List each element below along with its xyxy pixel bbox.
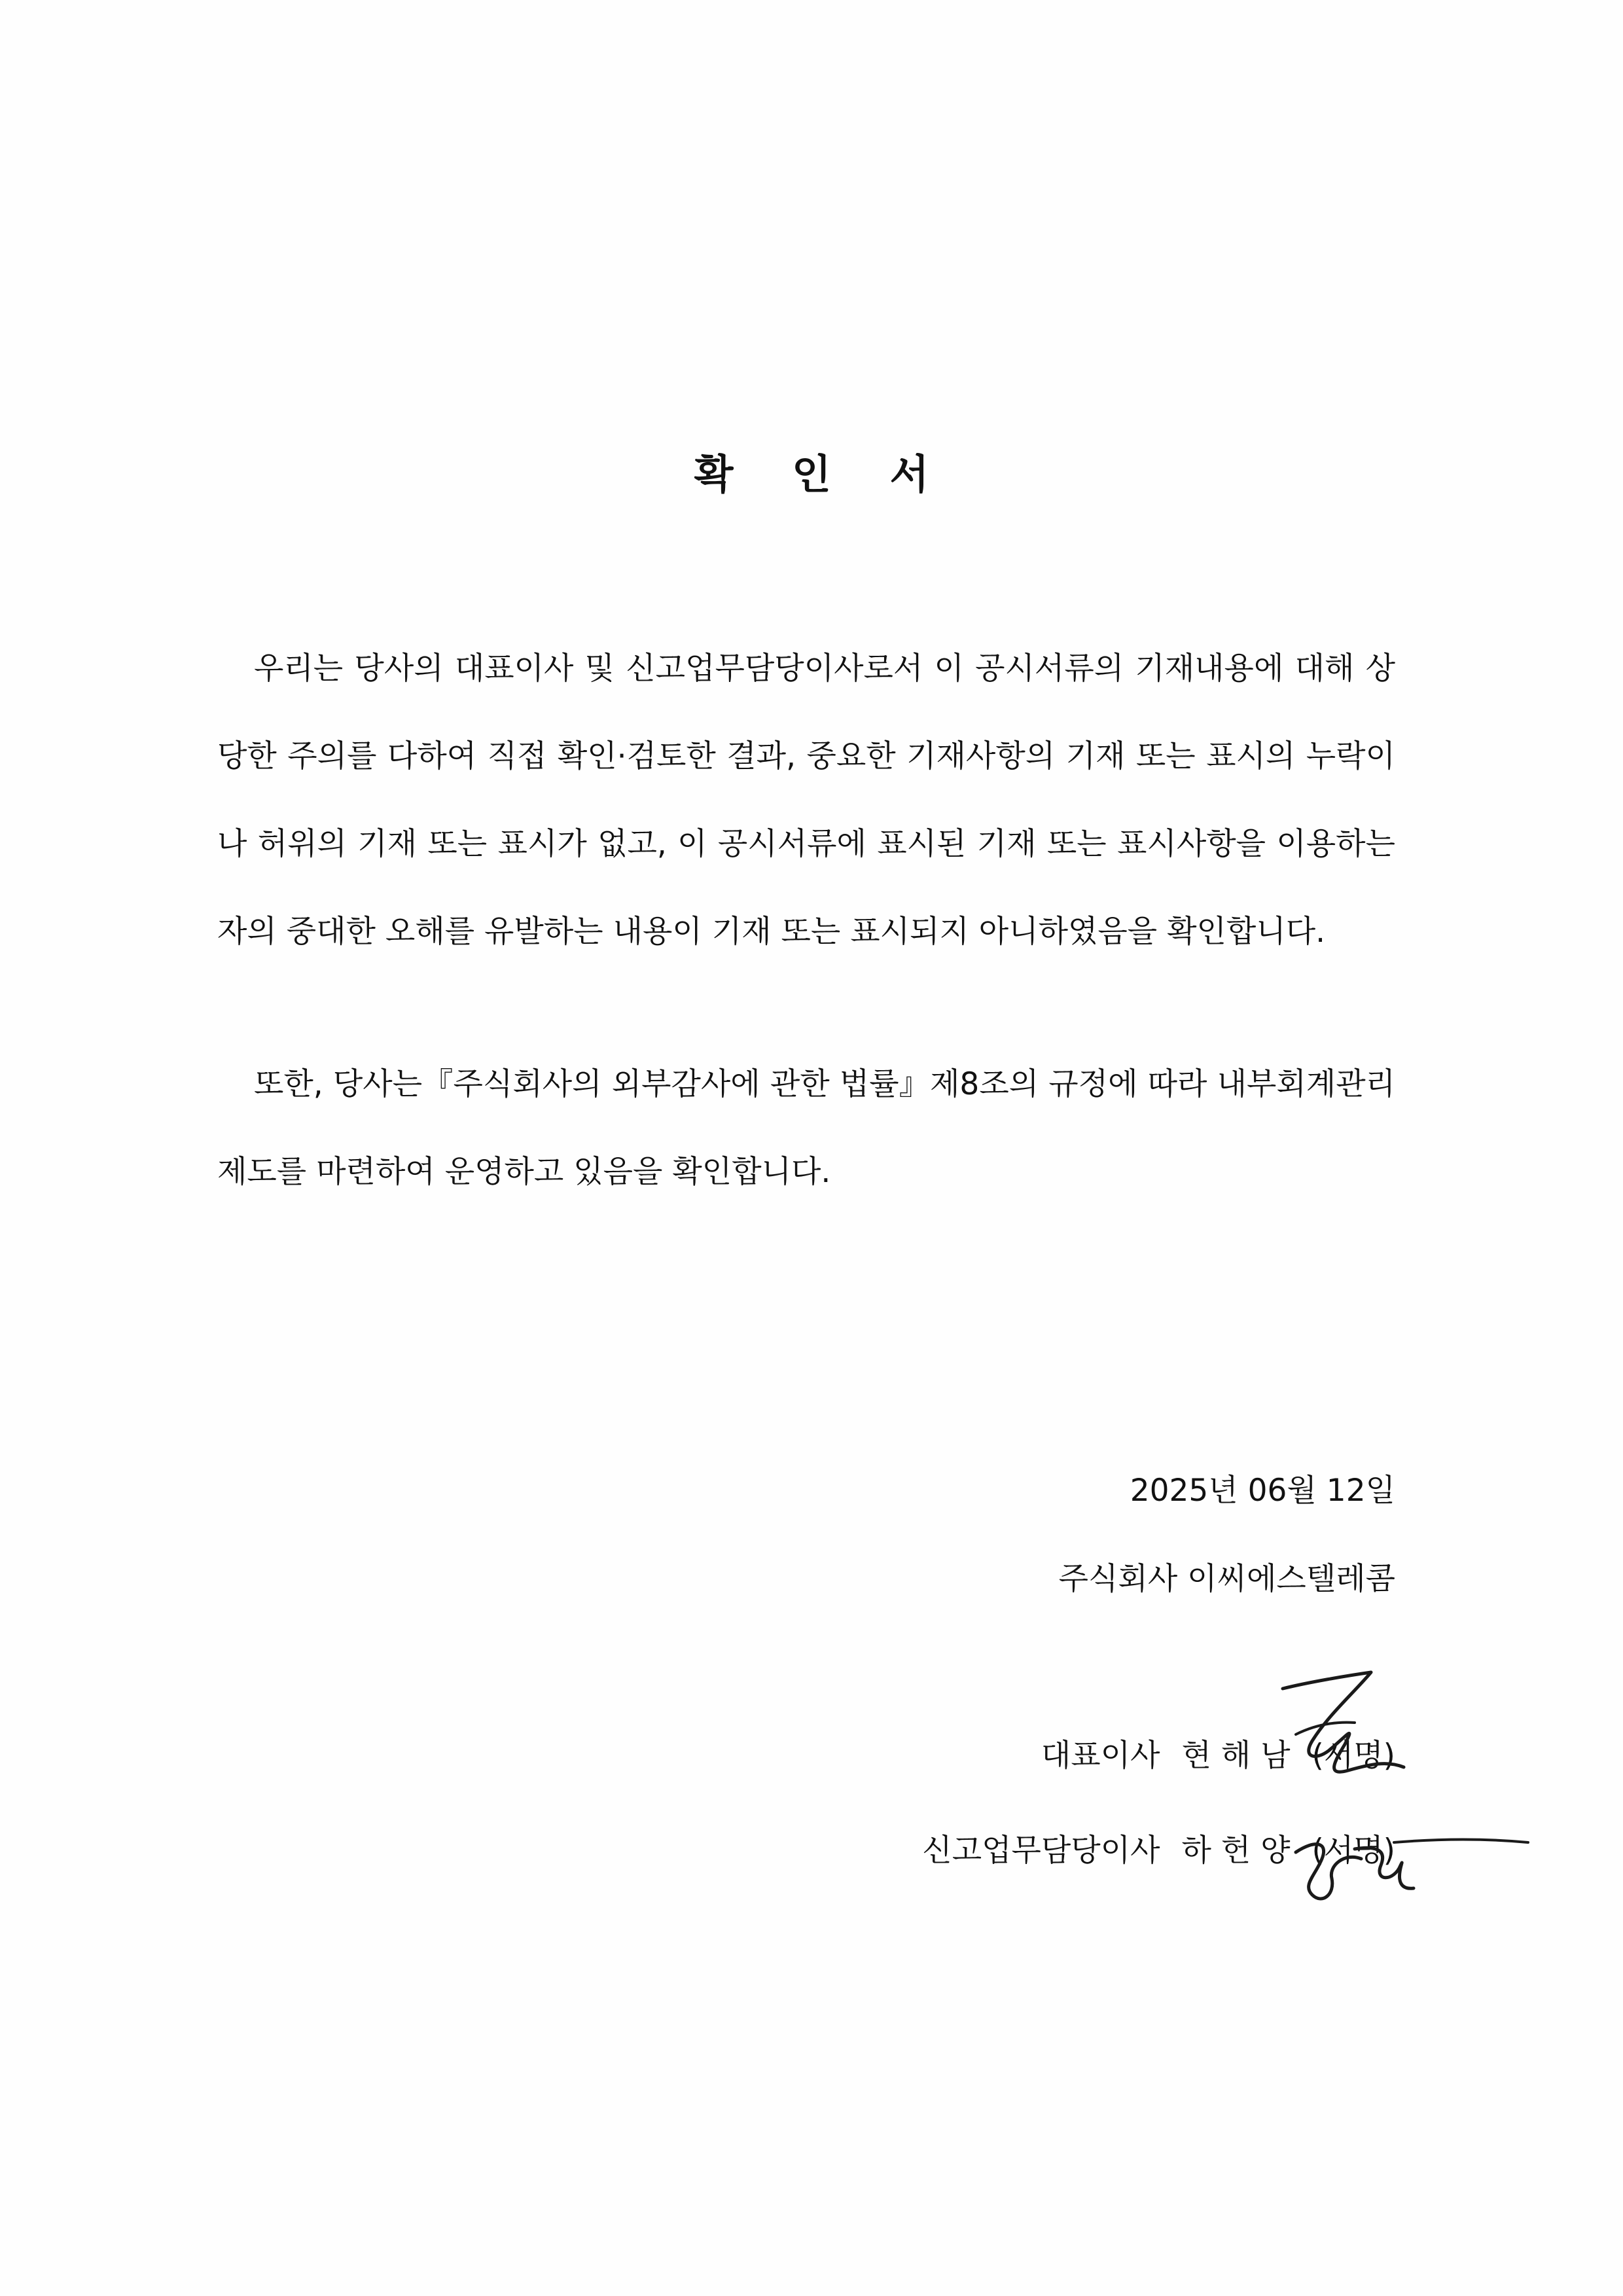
ceo-role: 대표이사: [1041, 1738, 1160, 1774]
internal-control-paragraph: 또한, 당사는『주식회사의 외부감사에 관한 법률』제8조의 규정에 따라 내부회계관리제도를 마련하여 운영하고 있음을 확인합니다.: [217, 1066, 1395, 1190]
officer-sign-label: (서명): [1311, 1833, 1395, 1869]
confirmation-paragraph: 우리는 당사의 대표이사 및 신고업무담당이사로서 이 공시서류의 기재내용에 대해 상당한 주의를 다하여 직접 확인·검토한 결과, 중요한 기재사항의 기재 또는 표시의 누락이나 허위의 기재 또는 표시가 없고, 이 공시서류에 표시된 기재 또는 표시사항을 이용하는 자의 중대한 오해를 유발하는 내용이 기재 또는 표시되지 아니하였음을 확인합니다.: [217, 651, 1395, 950]
signature-stroke: [1394, 1839, 1528, 1842]
document-date: 2025년 06월 12일: [1130, 1473, 1395, 1509]
officer-signature-line: [922, 1826, 1395, 1870]
document-title: 확 인 서: [694, 450, 952, 498]
ceo-sign-label: (서명): [1311, 1738, 1395, 1774]
officer-role: 신고업무담당이사: [922, 1833, 1160, 1869]
ceo-signature-line: [1041, 1731, 1395, 1775]
ceo-name: 현 해 남: [1181, 1738, 1291, 1774]
officer-name: 하 헌 양: [1181, 1833, 1291, 1869]
company-name: 주식회사 이씨에스텔레콤: [1058, 1561, 1395, 1597]
